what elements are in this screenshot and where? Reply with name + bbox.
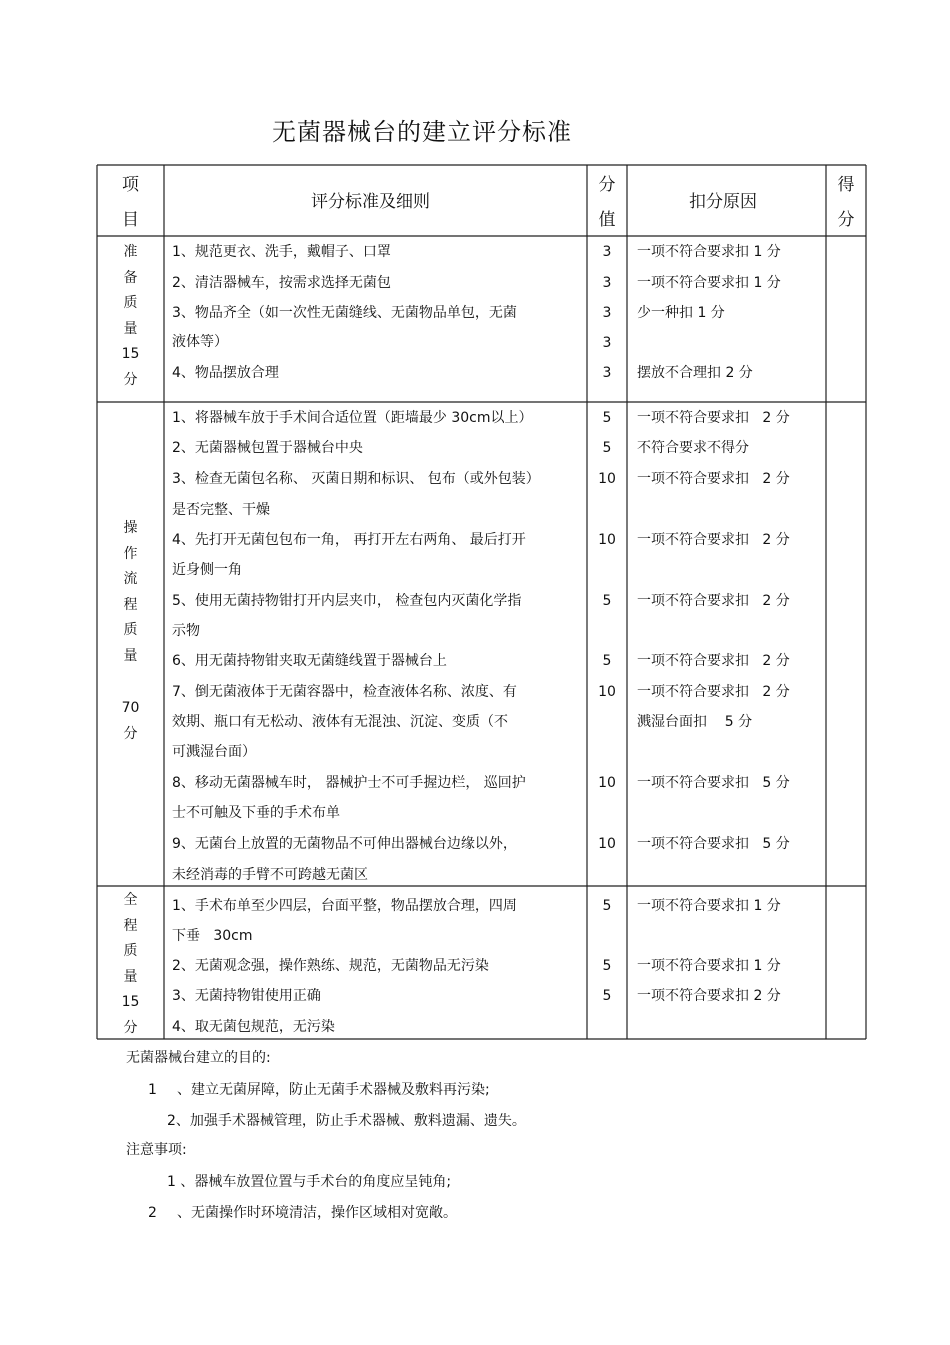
score-value: 5: [602, 988, 612, 1004]
purpose-2: 2、加强手术器械管理，防止手术器械、敷料遗漏、遗失。: [167, 1113, 526, 1129]
criteria-line: 液体等）: [172, 334, 228, 350]
header-deduct: 扣分原因: [689, 192, 757, 212]
score-value: 5: [602, 653, 612, 669]
score-value: 3: [602, 275, 612, 291]
criteria-line: 2、无菌器械包置于器械台中央: [172, 440, 363, 456]
criteria-line: 2、清洁器械车，按需求选择无菌包: [172, 275, 391, 291]
criteria-line: 士不可触及下垂的手术布单: [172, 805, 340, 821]
deduct-reason: 少一种扣 1 分: [637, 305, 725, 321]
criteria-line: 4、先打开无菌包包布一角， 再打开左右两角、 最后打开: [172, 532, 526, 548]
score-value: 10: [598, 684, 616, 700]
score-value: 5: [602, 593, 612, 609]
section-label-overall: 全 程 质 量 15 分: [121, 892, 140, 1036]
score-value: 5: [602, 440, 612, 456]
deduct-reason: 一项不符合要求扣 2 分: [637, 684, 790, 700]
criteria-line: 9、无菌台上放置的无菌物品不可伸出器械台边缘以外，: [172, 836, 517, 852]
score-value: 3: [602, 365, 612, 381]
caution-1: 1 、器械车放置位置与手术台的角度应呈钝角;: [167, 1174, 452, 1190]
purpose-1-num: 1: [148, 1082, 157, 1098]
criteria-line: 1、规范更衣、洗手，戴帽子、口罩: [172, 244, 391, 260]
criteria-line: 效期、瓶口有无松动、液体有无混浊、沉淀、变质（不: [172, 714, 508, 730]
score-value: 5: [602, 898, 612, 914]
section-label-process: 操 作 流 程 质 量: [123, 520, 138, 664]
deduct-reason: 一项不符合要求扣 2 分: [637, 653, 790, 669]
criteria-line: 7、倒无菌液体于无菌容器中，检查液体名称、浓度、有: [172, 684, 517, 700]
header-score: 分 值: [598, 175, 616, 230]
score-value: 10: [598, 532, 616, 548]
caution-2-num: 2: [148, 1205, 157, 1221]
section-label-prep: 准 备 质 量 15 分: [121, 244, 140, 388]
header-criteria: 评分标准及细则: [311, 192, 430, 212]
criteria-line: 未经消毒的手臂不可跨越无菌区: [172, 867, 368, 883]
deduct-reason: 一项不符合要求扣 2 分: [637, 988, 781, 1004]
criteria-line: 下垂 30cm: [172, 928, 253, 944]
criteria-line: 4、物品摆放合理: [172, 365, 279, 381]
criteria-line: 3、无菌持物钳使用正确: [172, 988, 321, 1004]
section-score-process: 70 分: [121, 700, 140, 742]
criteria-line: 1、手术布单至少四层，台面平整，物品摆放合理，四周: [172, 898, 517, 914]
criteria-line: 可溅湿台面）: [172, 744, 256, 760]
purpose-1-text: 、建立无菌屏障，防止无菌手术器械及敷料再污染;: [177, 1082, 490, 1098]
deduct-reason: 溅湿台面扣 5 分: [637, 714, 753, 730]
purpose-title: 无菌器械台建立的目的:: [126, 1050, 271, 1066]
criteria-line: 1、将器械车放于手术间合适位置（距墙最少 30cm以上）: [172, 410, 533, 426]
header-got: 得 分: [837, 175, 855, 230]
criteria-line: 是否完整、干燥: [172, 502, 270, 518]
deduct-reason: 一项不符合要求扣 1 分: [637, 898, 781, 914]
header-item: 项 目: [122, 175, 139, 230]
deduct-reason: 一项不符合要求扣 2 分: [637, 410, 790, 426]
deduct-reason: 一项不符合要求扣 1 分: [637, 275, 781, 291]
score-value: 3: [602, 305, 612, 321]
deduct-reason: 摆放不合理扣 2 分: [637, 365, 753, 381]
criteria-line: 示物: [172, 623, 200, 639]
criteria-line: 8、移动无菌器械车时， 器械护士不可手握边栏， 巡回护: [172, 775, 526, 791]
deduct-reason: 一项不符合要求扣 5 分: [637, 836, 790, 852]
page-title: 无菌器械台的建立评分标准: [272, 118, 572, 146]
score-value: 10: [598, 775, 616, 791]
caution-title: 注意事项:: [126, 1142, 187, 1158]
criteria-line: 6、用无菌持物钳夹取无菌缝线置于器械台上: [172, 653, 447, 669]
score-value: 5: [602, 958, 612, 974]
deduct-reason: 一项不符合要求扣 2 分: [637, 593, 790, 609]
score-value: 5: [602, 410, 612, 426]
criteria-line: 3、检查无菌包名称、 灭菌日期和标识、 包布（或外包装）: [172, 471, 540, 487]
deduct-reason: 一项不符合要求扣 2 分: [637, 471, 790, 487]
deduct-reason: 不符合要求不得分: [637, 440, 749, 456]
criteria-line: 5、使用无菌持物钳打开内层夹巾， 检查包内灭菌化学指: [172, 593, 522, 609]
caution-2-text: 、无菌操作时环境清洁，操作区域相对宽敞。: [177, 1205, 457, 1221]
score-value: 10: [598, 836, 616, 852]
score-value: 3: [602, 244, 612, 260]
criteria-line: 3、物品齐全（如一次性无菌缝线、无菌物品单包，无菌: [172, 305, 517, 321]
criteria-line: 4、取无菌包规范，无污染: [172, 1019, 335, 1035]
criteria-line: 2、无菌观念强，操作熟练、规范，无菌物品无污染: [172, 958, 489, 974]
deduct-reason: 一项不符合要求扣 1 分: [637, 244, 781, 260]
criteria-line: 近身侧一角: [172, 562, 242, 578]
deduct-reason: 一项不符合要求扣 1 分: [637, 958, 781, 974]
score-value: 3: [602, 335, 612, 351]
score-value: 10: [598, 471, 616, 487]
deduct-reason: 一项不符合要求扣 5 分: [637, 775, 790, 791]
deduct-reason: 一项不符合要求扣 2 分: [637, 532, 790, 548]
